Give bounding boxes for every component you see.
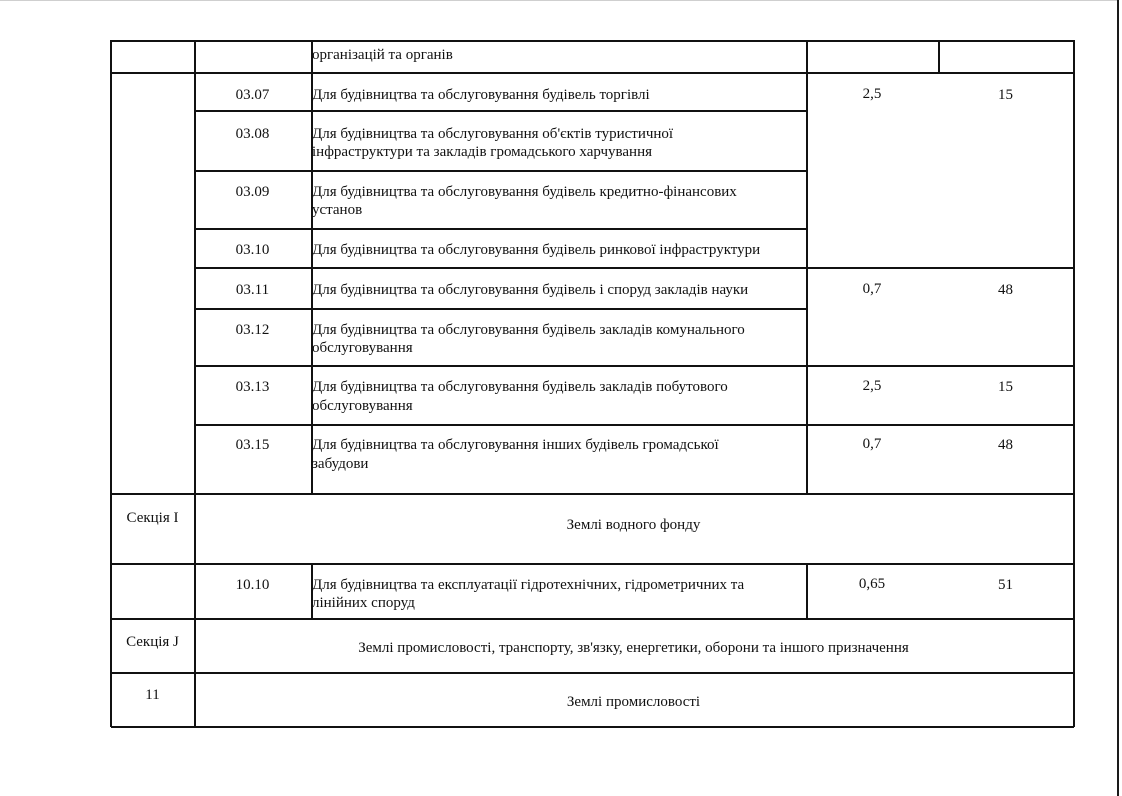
page-edge-top — [0, 0, 1117, 1]
col-line — [806, 40, 808, 494]
purpose-cell: Для будівництва та обслуговування будівель кредитно-фінансових — [312, 184, 737, 200]
rate-cell: 0,7 — [862, 281, 882, 297]
purpose-cell-line2: забудови — [312, 456, 369, 472]
purpose-cell-line2: установ — [312, 202, 363, 218]
purpose-cell: Для будівництва та обслуговування об'єктів туристичної — [312, 126, 674, 142]
code-cell: 03.12 — [235, 322, 270, 338]
table-border-left — [110, 40, 112, 727]
code-cell: 03.09 — [235, 184, 270, 200]
group-title: Землі промисловості — [566, 694, 701, 710]
term-cell: 48 — [998, 437, 1013, 453]
row-line — [111, 618, 1073, 620]
row-line — [194, 170, 806, 172]
section-title: Землі промисловості, транспорту, зв'язку, енергетики, оборони та іншого призначення — [358, 640, 909, 656]
section-title: Землі водного фонду — [566, 517, 701, 533]
row-line — [111, 563, 1073, 565]
term-cell: 15 — [998, 87, 1013, 103]
row-line — [111, 493, 1073, 495]
code-cell: 03.08 — [235, 126, 270, 142]
row-line — [194, 365, 1073, 367]
row-line — [194, 110, 806, 112]
row-line — [311, 72, 1073, 74]
code-cell: 03.15 — [235, 437, 270, 453]
code-cell: 03.10 — [235, 242, 270, 258]
term-cell: 48 — [998, 282, 1013, 298]
purpose-cell-line2: лінійних споруд — [312, 595, 415, 611]
purpose-cell: Для будівництва та експлуатації гідротехнічних, гідрометричних та — [312, 577, 745, 593]
row-line — [194, 308, 806, 310]
section-label: Секція І — [126, 510, 179, 526]
table-border-right — [1073, 40, 1075, 727]
table-border-top — [111, 40, 1073, 42]
code-cell: 03.07 — [235, 87, 270, 103]
row-line — [194, 72, 311, 74]
purpose-cell-line2: обслуговування — [312, 398, 413, 414]
code-cell: 03.11 — [235, 282, 270, 298]
rate-cell: 0,7 — [862, 436, 882, 452]
purpose-cell: Для будівництва та обслуговування будівель ринкової інфраструктури — [312, 242, 761, 258]
rate-cell: 0,65 — [858, 576, 886, 592]
term-cell: 15 — [998, 379, 1013, 395]
purpose-cell: Для будівництва та обслуговування інших будівель громадської — [312, 437, 719, 453]
col-line — [311, 40, 313, 494]
rate-cell: 2,5 — [862, 378, 882, 394]
row-line — [194, 267, 1073, 269]
table-border-bottom — [111, 726, 1074, 728]
purpose-cell-line2: інфраструктури та закладів громадського харчування — [312, 144, 653, 160]
purpose-cell: Для будівництва та обслуговування будівель торгівлі — [312, 87, 650, 103]
term-cell: 51 — [998, 577, 1013, 593]
group-label: 11 — [145, 687, 160, 703]
code-cell: 03.13 — [235, 379, 270, 395]
purpose-cell: Для будівництва та обслуговування будівель закладів побутового — [312, 379, 728, 395]
col-line — [938, 40, 940, 73]
section-label: Секція J — [126, 634, 179, 650]
purpose-cell: Для будівництва та обслуговування будівель закладів комунального — [312, 322, 745, 338]
page-edge-right — [1117, 0, 1119, 796]
purpose-cell: Для будівництва та обслуговування будівель і споруд закладів науки — [312, 282, 749, 298]
rate-cell: 2,5 — [862, 86, 882, 102]
purpose-cell: організацій та органів — [312, 47, 453, 63]
row-line — [111, 672, 1073, 674]
row-line — [111, 72, 195, 74]
row-line — [194, 228, 806, 230]
purpose-cell-line2: обслуговування — [312, 340, 413, 356]
code-cell: 10.10 — [235, 577, 270, 593]
row-line — [194, 424, 1073, 426]
